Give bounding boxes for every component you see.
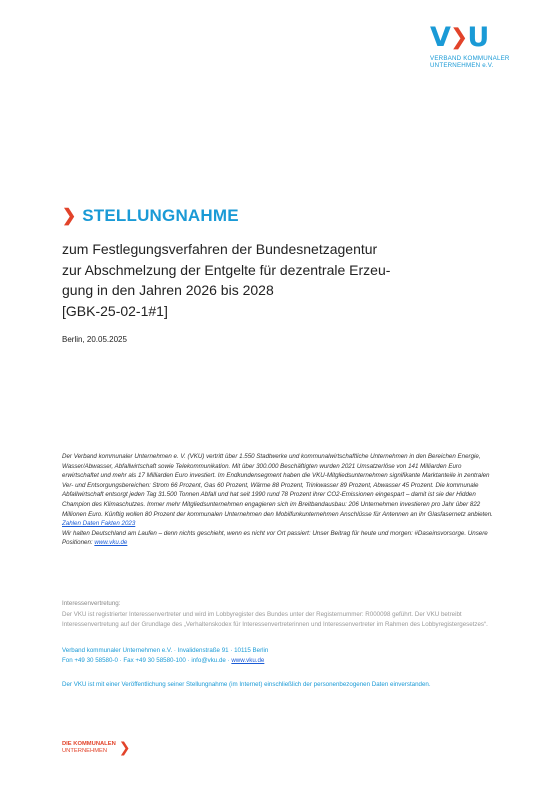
footer-chevron-icon: ❯: [118, 740, 131, 756]
footer-logo-line2: UNTERNEHMEN: [62, 748, 108, 754]
publication-notice: Der VKU ist mit einer Veröffentlichung seiner Stellungnahme (im Internet) einschließlich der personenbezogenen Daten einverstanden.: [62, 681, 431, 688]
footer-logo-text: [62, 741, 116, 754]
vku-logo-mark: [430, 24, 540, 51]
representation-text: Der VKU ist registrierter Interessenvertreter und wird im Lobbyregister des Bundes unter der Registernummer: R000098 geführt. Der VKU betreibt Interessenvertretung auf der Grundlage des „Verhaltenskodex für Interessenvertreterinnen und Interessenvertreter im Rahmen des Lobbyregistergesetzes“.: [62, 611, 488, 628]
logo-letter-u: U: [467, 22, 490, 53]
vku-logo: [430, 24, 540, 69]
website-link[interactable]: www.vku.de: [231, 656, 265, 664]
document-date: Berlin, 20.05.2025: [62, 335, 127, 344]
logo-sub-line2: UNTERNEHMEN e.V.: [430, 62, 494, 69]
subtitle-line3: gung in den Jahren 2026 bis 2028: [62, 282, 274, 298]
about-paragraph: Der Verband kommunaler Unternehmen e. V. (VKU) vertritt über 1.550 Stadtwerke und kommunalwirtschaftliche Unternehmen in den Bereichen Energie, Wasser/Abwasser, Abfallwirtschaft sowie Telekommunikation. Mit über 300.000 Beschäftigten wurden 2021 Umsatzerlöse von 141 Milliarden Euro erwirtschaftet und mehr als 17 Milliarden Euro investiert. Im Endkundensegment haben die VKU-Mitgliedsunternehmen signifikante Marktanteile in zentralen Ver- und Entsorgungsbereichen: Strom 66 Prozent, Gas 60 Prozent, Wärme 88 Prozent, Trinkwasser 89 Prozent, Abwasser 45 Prozent. Die kommunale Abfallwirtschaft entsorgt jeden Tag 31.500 Tonnen Abfall und hat seit 1990 rund 78 Prozent ihrer CO2-Emissionen eingespart – damit ist sie der Hidden Champion des Klimaschutzes. Immer mehr Mitgliedsunternehmen engagieren sich im Breitbandausbau: 206 Unternehmen investieren pro Jahr über 822 Millionen Euro. Künftig wollen 80 Prozent der kommunalen Unternehmen den Mobilfunkunternehmen Anschlüsse für Antennen an ihr Glasfasernetz anbieten.: [62, 453, 493, 518]
address-line1: Verband kommunaler Unternehmen e.V. · Invalidenstraße 91 · 10115 Berlin: [62, 647, 269, 654]
logo-subtitle: [430, 55, 540, 69]
document-title: STELLUNGNAHME: [82, 206, 239, 225]
about-line2-text: Wir halten Deutschland am Laufen – denn nichts geschieht, wenn es nicht vor Ort passiert: Unser Beitrag für heute und morgen: #Daseinsvorsorge. Unsere Positionen:: [62, 529, 488, 547]
logo-chevron-icon: ❯: [449, 25, 469, 50]
address-line2: [62, 656, 494, 666]
footer-logo-line1: DIE KOMMUNALEN: [62, 741, 116, 748]
logo-sub-line1: VERBAND KOMMUNALER: [430, 55, 510, 62]
facts-link[interactable]: Zahlen Daten Fakten 2023: [62, 520, 136, 528]
document-subtitle: [62, 239, 492, 321]
address-block: [62, 646, 494, 665]
representation-label: Interessenvertretung:: [62, 600, 121, 607]
footer-logo: [62, 740, 131, 756]
heading-chevron-icon: ❯: [62, 206, 77, 225]
subtitle-line2: zur Abschmelzung der Entgelte für dezentrale Erzeu-: [62, 261, 391, 278]
about-vku: [62, 452, 494, 548]
subtitle-line4: [GBK-25-02-1#1]: [62, 302, 168, 319]
positions-link[interactable]: www.vku.de: [94, 539, 128, 547]
address-contact: Fon +49 30 58580-0 · Fax +49 30 58580-100 · info@vku.de ·: [62, 656, 232, 664]
document-heading: [62, 206, 239, 226]
about-line2: [62, 529, 494, 548]
subtitle-line1: zum Festlegungsverfahren der Bundesnetzagentur: [62, 241, 378, 257]
logo-letter-v: V: [430, 22, 451, 53]
